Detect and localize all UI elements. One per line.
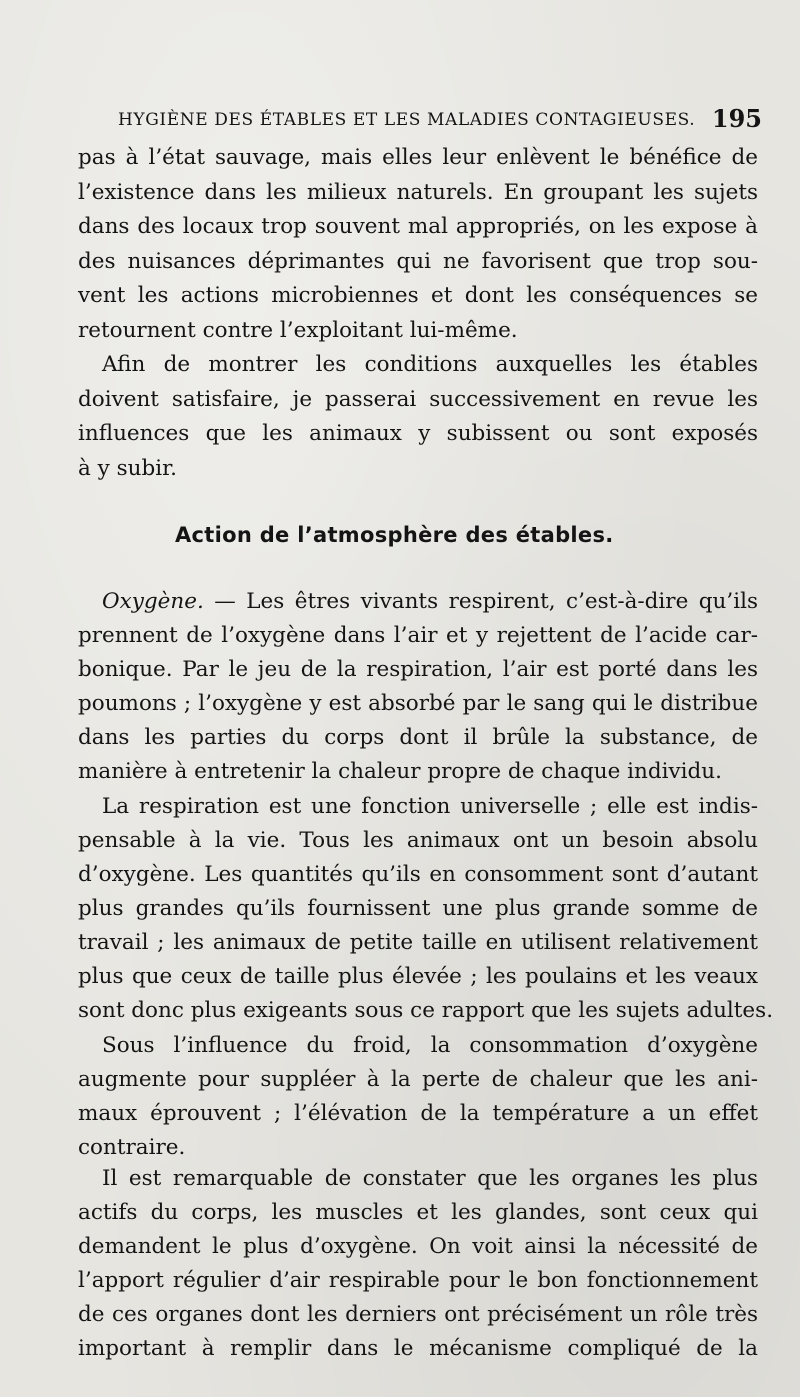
text-line: Il est remarquable de constater que les organes les plus (102, 1166, 758, 1191)
running-header (118, 104, 768, 138)
text-line: l’existence dans les milieux naturels. En groupant les sujets (78, 180, 758, 205)
text-line: prennent de l’oxygène dans l’air et y rejettent de l’acide car- (78, 623, 758, 648)
text-line: influences que les animaux y subissent ou sont exposés (78, 421, 758, 446)
text-line: manière à entretenir la chaleur propre de chaque individu. (78, 759, 722, 784)
text-line: important à remplir dans le mécanisme compliqué de la (78, 1336, 758, 1361)
text-line: bonique. Par le jeu de la respiration, l’air est porté dans les (78, 657, 758, 682)
text-line: maux éprouvent ; l’élévation de la température a un effet (78, 1101, 758, 1126)
text-line: de ces organes dont les derniers ont précisément un rôle très (78, 1302, 758, 1327)
text-line: La respiration est une fonction universelle ; elle est indis- (102, 794, 758, 819)
text-line: pensable à la vie. Tous les animaux ont un besoin absolu (78, 828, 758, 853)
text-line: dans des locaux trop souvent mal appropriés, on les expose à (78, 214, 758, 239)
text-line: l’apport régulier d’air respirable pour le bon fonctionnement (78, 1268, 758, 1293)
text-line: à y subir. (78, 456, 177, 481)
page-number: 195 (711, 104, 762, 133)
text-line: Sous l’influence du froid, la consommation d’oxygène (102, 1033, 758, 1058)
text-line: des nuisances déprimantes qui ne favorisent que trop sou- (78, 249, 758, 274)
text-line: demandent le plus d’oxygène. On voit ainsi la nécessité de (78, 1234, 758, 1259)
text-line (102, 589, 758, 614)
text-line: dans les parties du corps dont il brûle la substance, de (78, 725, 758, 750)
section-heading: Action de l’atmosphère des étables. (175, 523, 614, 547)
text-line: travail ; les animaux de petite taille en utilisent relativement (78, 930, 758, 955)
text-line: actifs du corps, les muscles et les glandes, sont ceux qui (78, 1200, 758, 1225)
text-line: augmente pour suppléer à la perte de chaleur que les ani- (78, 1067, 758, 1092)
text-line: sont donc plus exigeants sous ce rapport que les sujets adultes. (78, 998, 774, 1023)
lead-term: Oxygène. (102, 589, 204, 614)
text-line: Afin de montrer les conditions auxquelles les étables (102, 352, 758, 377)
text-line: d’oxygène. Les quantités qu’ils en consomment sont d’autant (78, 862, 758, 887)
text-line: plus que ceux de taille plus élevée ; les poulains et les veaux (78, 964, 758, 989)
text-line: contraire. (78, 1135, 186, 1160)
running-title: HYGIÈNE DES ÉTABLES ET LES MALADIES CONTAGIEUSES. (118, 110, 696, 130)
text-line: retournent contre l’exploitant lui-même. (78, 318, 518, 343)
lead-line-rest: — Les êtres vivants respirent, c’est-à-dire qu’ils (203, 589, 758, 614)
text-line: doivent satisfaire, je passerai successivement en revue les (78, 387, 758, 412)
text-line: plus grandes qu’ils fournissent une plus grande somme de (78, 896, 758, 921)
text-line: vent les actions microbiennes et dont les conséquences se (78, 283, 758, 308)
text-line: poumons ; l’oxygène y est absorbé par le sang qui le distribue (78, 691, 758, 716)
text-line: pas à l’état sauvage, mais elles leur enlèvent le bénéfice de (78, 145, 758, 170)
